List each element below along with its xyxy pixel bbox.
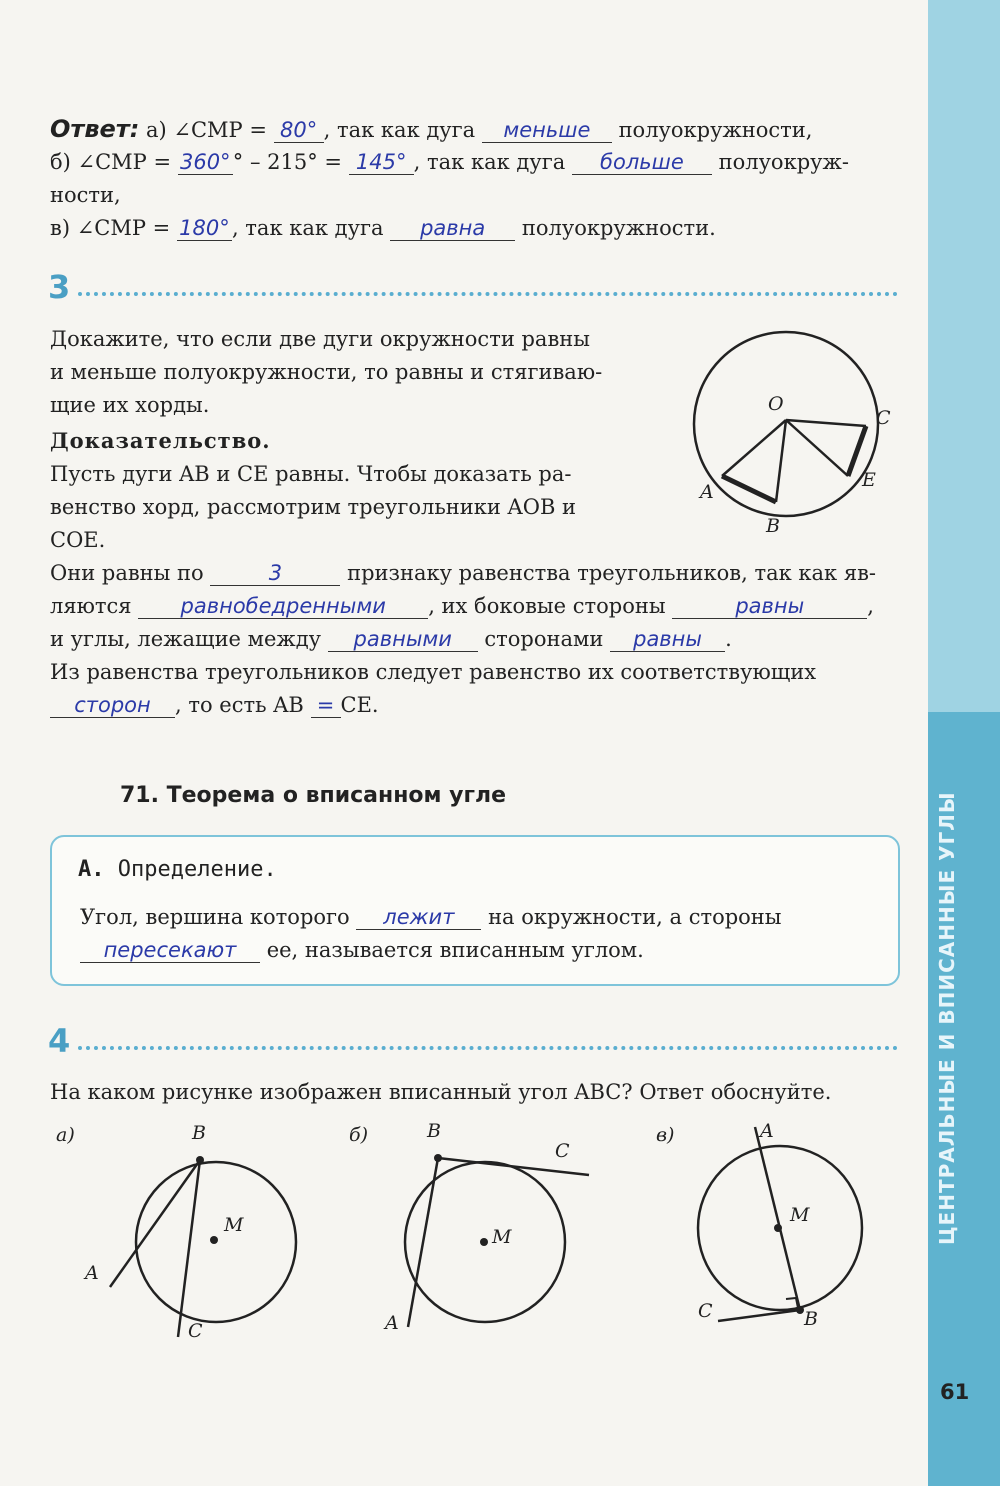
label-b: B — [766, 515, 780, 537]
definition-heading: А. Определение. — [78, 857, 277, 882]
task3-statement-3: щие их хорды. — [50, 393, 210, 417]
proof-line-5: ляются равнобедренными , их боковые стороны равны , — [50, 594, 874, 618]
figure-b-tag: б) — [349, 1124, 369, 1146]
answer-b-value2: 145° — [349, 152, 414, 175]
figure-c-tag: в) — [656, 1124, 675, 1146]
answer-line-a: Ответ: а) ∠CMP = 80° , так как дуга меньше полуокружности, — [50, 115, 813, 143]
proof-line-2: венство хорд, рассмотрим треугольники AOB и — [50, 495, 577, 519]
figure-a-label-m: M — [224, 1214, 244, 1236]
section-title: 71. Теорема о вписанном угле — [120, 783, 507, 808]
proof-answer-equal-sides: равными — [328, 629, 478, 652]
answer-line-b-cont: ности, — [50, 183, 121, 207]
proof-answer-equals: = — [311, 695, 341, 718]
figure-c-label-m: M — [790, 1204, 810, 1226]
proof-answer-sides: сторон — [50, 695, 175, 718]
chapter-title: ЦЕНТРАЛЬНЫЕ И ВПИСАННЫЕ УГЛЫ — [935, 791, 959, 1245]
figure-c-label-a: A — [760, 1120, 774, 1142]
label-e: E — [862, 469, 876, 491]
label-o: O — [768, 393, 784, 415]
figure-a-label-b: B — [192, 1122, 206, 1144]
answer-label: Ответ: — [50, 115, 140, 143]
figure-a-label-c: C — [188, 1320, 203, 1342]
definition-line-1: Угол, вершина которого лежит на окружности, а стороны — [80, 905, 782, 929]
answer-a-value: 80° — [274, 120, 324, 143]
proof-line-6: и углы, лежащие между равными сторонами равны . — [50, 627, 732, 651]
answer-b-value1: 360° — [178, 152, 233, 175]
definition-answer-lies: лежит — [356, 907, 481, 930]
figure-a-tag: а) — [56, 1124, 75, 1146]
answer-line-c: в) ∠CMP = 180° , так как дуга равна полуокружности. — [50, 216, 716, 240]
proof-line-8: сторон , то есть AB = CE. — [50, 693, 379, 718]
definition-answer-intersect: пересекают — [80, 940, 260, 963]
proof-answer-criterion: 3 — [210, 563, 340, 586]
proof-answer-sides-equal: равны — [672, 596, 867, 619]
figure-b-label-b: B — [427, 1120, 441, 1142]
task4-figure-c — [650, 1115, 920, 1355]
proof-line-4: Они равны по 3 признаку равенства треугольников, так как яв- — [50, 561, 876, 585]
definition-box — [50, 835, 900, 986]
definition-line-2: пересекают ее, называется вписанным углом. — [80, 938, 644, 963]
proof-line-3: COE. — [50, 528, 106, 552]
page-number: 61 — [940, 1380, 970, 1404]
proof-answer-angles-equal: равны — [610, 629, 725, 652]
figure-b-label-m: M — [492, 1226, 512, 1248]
task4-question: На каком рисунке изображен вписанный угол ABC? Ответ обоснуйте. — [50, 1080, 832, 1104]
task4-figure-a — [50, 1115, 320, 1355]
figure-b-label-a: A — [385, 1312, 399, 1334]
task4-figure-b — [345, 1115, 605, 1355]
proof-heading: Доказательство. — [50, 428, 271, 453]
task-number-3: 3 — [48, 268, 71, 306]
proof-line-1: Пусть дуги AB и CE равны. Чтобы доказать ра- — [50, 462, 572, 486]
label-c: C — [876, 407, 891, 429]
answer-c-value: 180° — [177, 218, 232, 241]
answer-a-word: меньше — [482, 120, 612, 143]
figure-c-label-c: C — [698, 1300, 713, 1322]
task3-statement-1: Докажите, что если две дуги окружности равны — [50, 327, 590, 351]
section-divider — [78, 1046, 898, 1050]
section-divider — [78, 292, 898, 296]
proof-answer-isosceles: равнобедренными — [138, 596, 428, 619]
answer-line-b: б) ∠CMP = 360° ° – 215° = 145° , так как дуга больше полуокруж- — [50, 150, 849, 174]
task3-statement-2: и меньше полуокружности, то равны и стягиваю- — [50, 360, 603, 384]
proof-line-7: Из равенства треугольников следует равенство их соответствующих — [50, 660, 817, 684]
figure-b-label-c: C — [555, 1140, 570, 1162]
task3-circle-figure — [688, 330, 908, 540]
label-a: A — [700, 481, 714, 503]
figure-c-label-b: B — [804, 1308, 818, 1330]
figure-a-label-a: A — [85, 1262, 99, 1284]
task-number-4: 4 — [48, 1022, 71, 1060]
answer-b-word: больше — [572, 152, 712, 175]
answer-c-word: равна — [390, 218, 515, 241]
